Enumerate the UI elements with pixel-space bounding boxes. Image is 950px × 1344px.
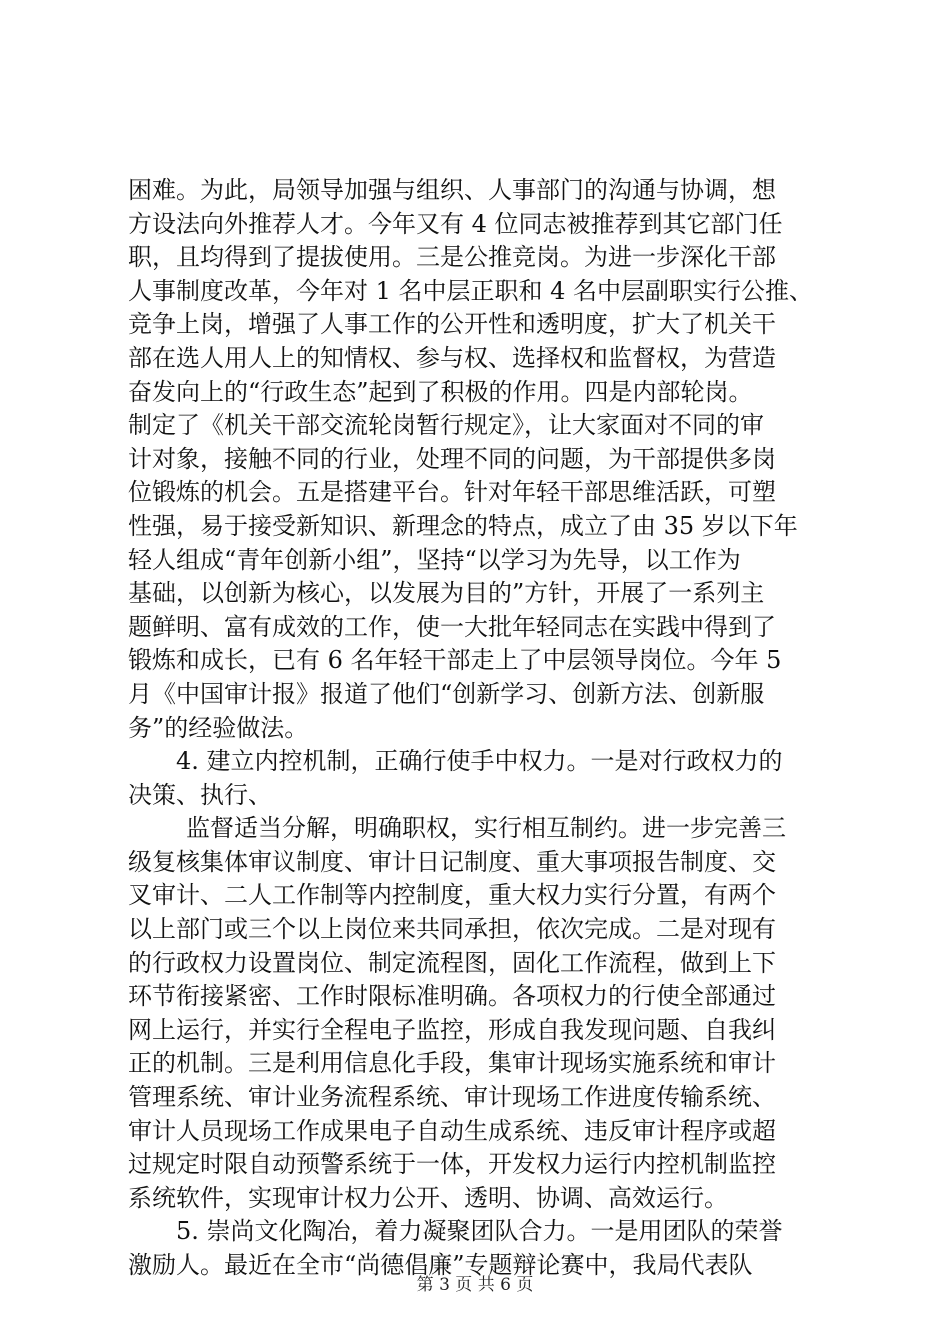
text-line: 审计人员现场工作成果电子自动生成系统、违反审计程序或超: [128, 1116, 776, 1145]
text-line: 制定了《机关干部交流轮岗暂行规定》，让大家面对不同的审: [128, 411, 764, 440]
text-line: 职，且均得到了提拔使用。三是公推竞岗。为进一步深化干部: [128, 243, 776, 272]
document-body: [128, 174, 840, 1283]
text-line: 环节衔接紧密、工作时限标准明确。各项权力的行使全部通过: [128, 982, 776, 1011]
text-line: 网上运行，并实行全程电子监控，形成自我发现问题、自我纠: [128, 1015, 776, 1044]
text-line: 计对象，接触不同的行业，处理不同的问题，为干部提供多岗: [128, 444, 776, 473]
text-line: 锻炼和成长，已有 6 名年轻干部走上了中层领导岗位。今年 5: [128, 646, 782, 675]
text-line: 管理系统、审计业务流程系统、审计现场工作进度传输系统、: [128, 1083, 776, 1112]
text-line: 激励人。最近在全市“尚德倡廉”专题辩论赛中，我局代表队: [128, 1251, 753, 1279]
text-line: 轻人组成“青年创新小组”，坚持“以学习为先导，以工作为: [128, 545, 741, 574]
text-line: 决策、执行、: [128, 780, 272, 809]
text-line: 位锻炼的机会。五是搭建平台。针对年轻干部思维活跃，可塑: [128, 478, 776, 507]
text-line: 题鲜明、富有成效的工作，使一大批年轻同志在实践中得到了: [128, 612, 776, 641]
text-line: 级复核集体审议制度、审计日记制度、重大事项报告制度、交: [128, 847, 776, 876]
text-line: 系统软件，实现审计权力公开、透明、协调、高效运行。: [128, 1183, 728, 1212]
text-line: 以上部门或三个以上岗位来共同承担，依次完成。二是对现有: [128, 915, 776, 944]
text-line: 务”的经验做法。: [128, 713, 309, 742]
section-heading-line: 4. 建立内控机制，正确行使手中权力。一是对行政权力的: [176, 747, 783, 776]
text-line: 奋发向上的“行政生态”起到了积极的作用。四是内部轮岗。: [128, 377, 753, 406]
text-line: 人事制度改革，今年对 1 名中层正职和 4 名中层副职实行公推、: [128, 276, 814, 305]
text-line: 性强，易于接受新知识、新理念的特点，成立了由 35 岁以下年: [128, 511, 798, 540]
text-line: 部在选人用人上的知情权、参与权、选择权和监督权，为营造: [128, 343, 776, 372]
text-line: 的行政权力设置岗位、制定流程图，固化工作流程，做到上下: [128, 948, 776, 977]
text-line: 月《中国审计报》报道了他们“创新学习、创新方法、创新服: [128, 679, 765, 708]
text-line: 竞争上岗，增强了人事工作的公开性和透明度，扩大了机关干: [128, 310, 776, 339]
text-line: 过规定时限自动预警系统于一体，开发权力运行内控机制监控: [128, 1150, 776, 1179]
text-line: 方设法向外推荐人才。今年又有 4 位同志被推荐到其它部门任: [128, 209, 783, 238]
text-line: 正的机制。三是利用信息化手段，集审计现场实施系统和审计: [128, 1049, 776, 1078]
text-line: 监督适当分解，明确职权，实行相互制约。进一步完善三: [186, 814, 786, 843]
page-number-footer: 第 3 页 共 6 页: [416, 1275, 534, 1295]
text-line: 叉审计、二人工作制等内控制度，重大权力实行分置，有两个: [128, 881, 776, 910]
text-line: 基础，以创新为核心，以发展为目的”方针，开展了一系列主: [128, 579, 765, 608]
text-line: 困难。为此，局领导加强与组织、人事部门的沟通与协调，想: [128, 176, 776, 204]
section-heading-line: 5. 崇尚文化陶冶，着力凝聚团队合力。一是用团队的荣誉: [176, 1217, 783, 1246]
